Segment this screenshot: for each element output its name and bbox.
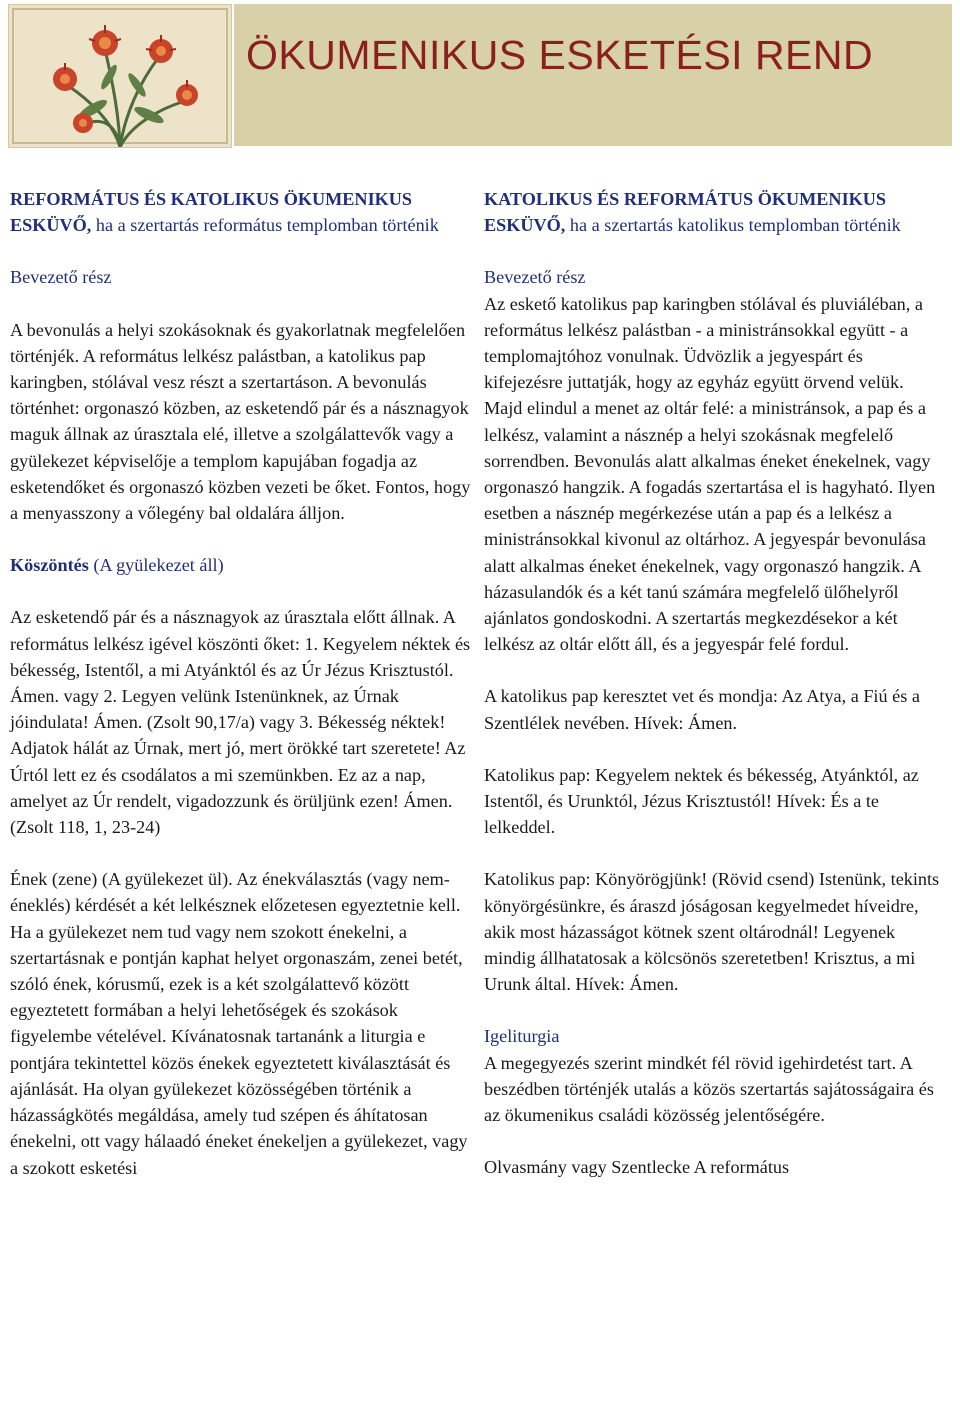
left-intro-title: Bevezető rész	[10, 267, 112, 288]
left-intro-paragraph: A bevonulás a helyi szokásoknak és gyakorlatnak megfelelően történjék. A református lelkész palástban, a katolikus pap karingben, stólával vesz részt a szertartáson. A bevonulás történhet: orgonaszó közben, az esketendő pár és a násznagyok maguk állnak az úrasztala elé, illetve a szolgálattevők vagy a gyülekezet képviselője a templom kapujában fogadja az esketendőket és orgonaszó közben vezeti be őket. Fontos, hogy a menyasszony a vőlegény bal oldalára álljon.	[10, 319, 471, 524]
left-column	[10, 186, 474, 1181]
right-heading-rest: ha a szertartás katolikus templomban történik	[565, 215, 901, 236]
right-heading-bold: KATOLIKUS ÉS REFORMÁTUS ÖKUMENIKUS ESKÜVŐ,	[484, 189, 887, 236]
title-bar	[234, 4, 952, 146]
page-title: ÖKUMENIKUS ESKETÉSI REND	[246, 32, 874, 78]
left-greeting-title	[10, 552, 474, 578]
right-last-line: Olvasmány vagy Szentlecke A református	[484, 1157, 790, 1178]
left-heading-bold: REFORMÁTUS ÉS KATOLIKUS ÖKUMENIKUS ESKÜVŐ,	[10, 189, 413, 236]
right-intro-paragraph: Az eskető katolikus pap karingben stólával és pluviáléban, a református lelkész palástban - a ministránsokkal együtt - a templomajtóhoz vonulnak. Üdvözlik a jegyespárt és kifejezésre juttatják, hogy az egyház együtt örvend velük. Majd elindul a menet az oltár felé: a ministránsok, a pap és a lelkész, valamint a násznép a helyi szokásnak megfelelő sorrendben. Bevonulás alatt alkalmas éneket énekelnek, vagy orgonaszó hangzik. A fogadás szertartása el is hagyható. Ilyen esetben a násznép megérkezése után a pap és a lelkész a ministránsokkal kivonul az oltárhoz. A jegyespár bevonulása alatt alkalmas éneket énekelnek, vagy orgonaszó hangzik. A házasulandók és a két tanú számára megfelelő ülőhelyről ajánlatos gondoskodni. A szertartás megkezdésekor a két lelkész az oltár előtt áll, és a jegyespár felé fordul.	[484, 293, 936, 655]
floral-tile-icon	[8, 4, 232, 148]
greeting-title-bold: Köszöntés	[10, 555, 89, 576]
right-paragraph-2: A katolikus pap keresztet vet és mondja: Az Atya, a Fiú és a Szentlélek nevében. Hívek: Ámen.	[484, 686, 920, 733]
greeting-title-rest: (A gyülekezet áll)	[88, 555, 224, 576]
left-song-paragraph: Ének (zene) (A gyülekezet ül). Az énekválasztás (vagy nem-éneklés) kérdését a két lelkésznek előzetesen egyeztetnie kell. Ha a gyülekezet nem tud vagy nem szokott énekelni, a szertartásnak e pontján kaphat helyet orgonaszám, zenei betét, szóló ének, kórusmű, ezek is a két szolgálattevő között egyeztetett formában a helyi lehetőségek és szokások figyelembe vételével. Kívánatosnak tartanánk a liturgia e pontjára tekintettel közös énekek egyeztetett kiválasztását és ajánlását. Ha olyan gyülekezet közösségében történik a házasságkötés megáldása, amely tud szépen és áhítatosan énekelni, ott vagy hálaadó éneket énekeljen a gyülekezet, vagy a szokott esketési	[10, 869, 468, 1178]
right-liturgy-paragraph: A megegyezés szerint mindkét fél rövid igehirdetést tart. A beszédben történjék utalás a közös szertartás sajátosságaira és az ökumenikus családi közösség jelentőségére.	[484, 1052, 934, 1126]
right-section-heading	[484, 186, 946, 238]
right-column	[484, 186, 946, 1181]
left-greeting-paragraph: Az esketendő pár és a násznagyok az úrasztala előtt állnak. A református lelkész igével köszönti őket: 1. Kegyelem néktek és békesség, Istentől, a mi Atyánktól és az Úr Jézus Krisztustól. Ámen. vagy 2. Legyen velünk Istenünknek, az Úrnak jóindulata! Ámen. (Zsolt 90,17/a) vagy 3. Békesség néktek! Adjatok hálát az Úrnak, mert jó, mert örökké tart szeretete! Az Úrtól lett ez és csodálatos a mi szemünkben. Ez az a nap, amelyet az Úr rendelt, vigadozzunk és örüljünk ezen! Ámen. (Zsolt 118, 1, 23-24)	[10, 607, 471, 838]
right-liturgy-title: Igeliturgia	[484, 1026, 560, 1047]
right-intro-title: Bevezető rész	[484, 267, 586, 288]
right-paragraph-3: Katolikus pap: Kegyelem nektek és békesség, Atyánktól, az Istentől, és Urunktól, Jézus Krisztustól! Hívek: És a te lelkeddel.	[484, 764, 919, 838]
floral-tile-graphic	[9, 5, 231, 147]
left-heading-rest: ha a szertartás református templomban történik	[91, 215, 439, 236]
left-section-heading	[10, 186, 474, 238]
right-paragraph-4: Katolikus pap: Könyörögjünk! (Rövid csend) Istenünk, tekints könyörgésünkre, és áraszd jóságosan kegyelmedet híveidre, akik most házasságot kötnek szent oltárodnál! Legyenek mindig állhatatosak a kölcsönös szeretetben! Krisztus, a mi Urunk által. Hívek: Ámen.	[484, 869, 940, 995]
